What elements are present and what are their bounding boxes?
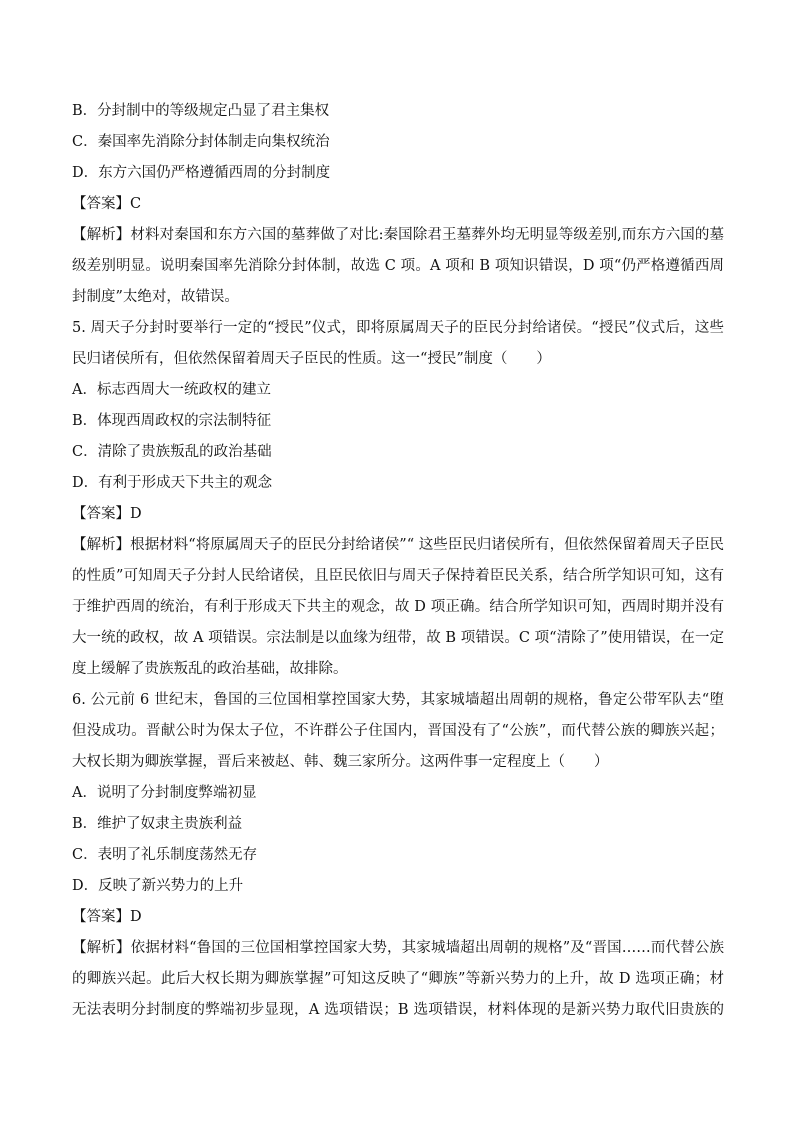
- q6-analysis-line: 无法表明分封制度的弊端初步显现，A 选项错误；B 选项错误，材料体现的是新兴势力取代旧贵族的: [72, 1002, 724, 1018]
- q6-stem-line: 但没成功。晋献公时为保太子位，不许群公子住国内，晋国没有了“公族”，而代替公族的卿族兴起；: [72, 723, 724, 739]
- q6-option-a: A．说明了分封制度弊端初显: [72, 785, 257, 801]
- q5-answer: 【答案】D: [72, 506, 142, 522]
- q5-analysis-line: 【解析】根据材料“将原属周天子的臣民分封给诸侯”“ 这些臣民归诸侯所有，但依然保留着周天子臣民: [72, 537, 724, 553]
- q5-stem-line: 民归诸侯所有，但依然保留着周天子臣民的性质。这一“授民”制度（ ）: [72, 351, 551, 367]
- q6-option-c: C．表明了礼乐制度荡然无存: [72, 847, 258, 863]
- q5-analysis-line: 于维护西周的统治，有利于形成天下共主的观念，故 D 项正确。结合所学知识可知，西周时期并没有: [72, 599, 724, 615]
- q6-option-b: B．维护了奴隶主贵族利益: [72, 816, 243, 832]
- q4-analysis-line: 【解析】材料对秦国和东方六国的墓葬做了对比:秦国除君王墓葬外均无明显等级差别,而东方六国的墓: [72, 227, 724, 243]
- q5-option-b: B．体现西周政权的宗法制特征: [72, 413, 272, 429]
- q6-analysis-line: 【解析】依据材料“鲁国的三位国相掌控国家大势，其家城墙超出周朝的规格”及“晋国……而代替公族: [72, 940, 724, 956]
- q5-analysis-line: 度上缓解了贵族叛乱的政治基础，故排除。: [72, 661, 348, 677]
- page-content: [72, 96, 724, 1026]
- q5-stem-line: 5. 周天子分封时要举行一定的“授民”仪式，即将原属周天子的臣民分封给诸侯。“授民”仪式后，这些: [72, 320, 724, 336]
- q4-option-c: C．秦国率先消除分封体制走向集权统治: [72, 134, 330, 150]
- q4-option-d: D．东方六国仍严格遵循西周的分封制度: [72, 165, 331, 181]
- q6-option-d: D．反映了新兴势力的上升: [72, 878, 244, 894]
- q4-option-b: B．分封制中的等级规定凸显了君主集权: [72, 103, 330, 119]
- q5-option-a: A．标志西周大一统政权的建立: [72, 382, 271, 398]
- q5-analysis-line: 的性质”可知周天子分封人民给诸侯，且臣民依旧与周天子保持着臣民关系，结合所学知识可知，这有: [72, 568, 724, 584]
- q6-answer: 【答案】D: [72, 909, 142, 925]
- q4-analysis-line: 级差别明显。说明秦国率先消除分封体制，故选 C 项。A 项和 B 项知识错误，D 项“仍严格遵循西周: [72, 258, 724, 274]
- q6-stem-line: 6. 公元前 6 世纪末，鲁国的三位国相掌控国家大势，其家城墙超出周朝的规格，鲁定公带军队去“堕: [72, 692, 724, 708]
- q4-analysis-line: 封制度”太绝对，故错误。: [72, 289, 239, 305]
- q5-option-d: D．有利于形成天下共主的观念: [72, 475, 273, 491]
- q6-analysis-line: 的卿族兴起。此后大权长期为卿族掌握”可知这反映了“卿族”等新兴势力的上升，故 D 选项正确；材: [72, 971, 724, 987]
- q4-answer: 【答案】C: [72, 196, 142, 212]
- q5-analysis-line: 大一统的政权，故 A 项错误。宗法制是以血缘为纽带，故 B 项错误。C 项“清除了”使用错误，在一定: [72, 630, 724, 646]
- q6-stem-line: 大权长期为卿族掌握，晋后来被赵、韩、魏三家所分。这两件事一定程度上（ ）: [72, 754, 609, 770]
- q5-option-c: C．清除了贵族叛乱的政治基础: [72, 444, 272, 460]
